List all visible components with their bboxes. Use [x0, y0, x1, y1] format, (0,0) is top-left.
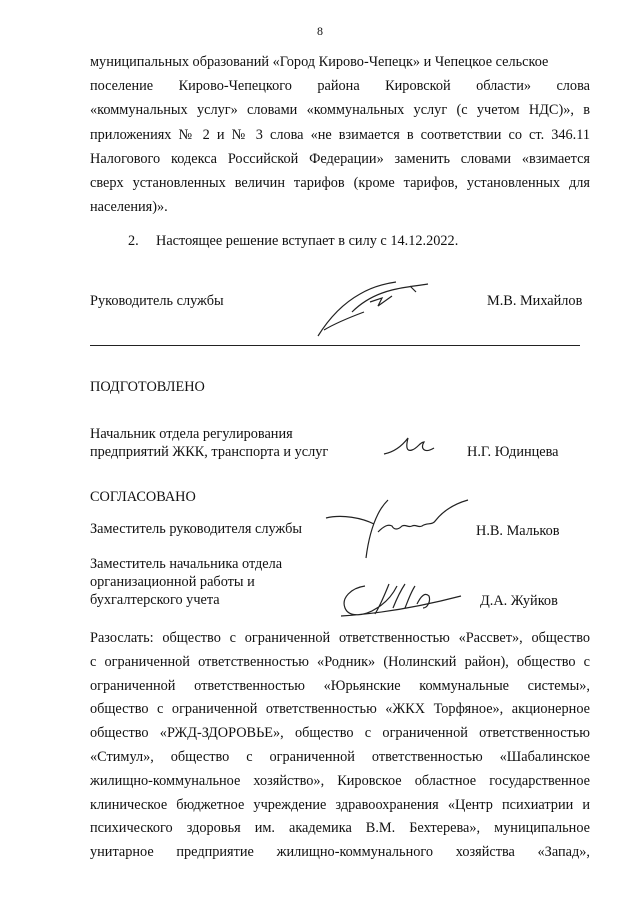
divider: [90, 345, 580, 346]
item-text: Настоящее решение вступает в силу с 14.12.2022.: [156, 233, 459, 249]
distribution-line: с ограниченной ответственностью «Родник» (Нолинский район), общество с: [90, 653, 590, 670]
prepared-position-line2: предприятий ЖКК, транспорта и услуг: [90, 444, 329, 460]
paragraph-line: сверх установленных величин тарифов (кроме тарифов, установленных для: [90, 175, 590, 192]
deputy-head-name: Н.В. Мальков: [476, 523, 560, 539]
page-number: 8: [317, 24, 323, 38]
paragraph-line: «коммунальных услуг» словами «коммунальных услуг (с учетом НДС)», в: [90, 102, 590, 119]
signature-mikhailov: [300, 272, 450, 342]
item-number: 2.: [128, 233, 139, 249]
deputy-dept-line3: бухгалтерского учета: [90, 592, 220, 608]
paragraph-line: населения)».: [90, 199, 168, 216]
paragraph-line: Налогового кодекса Российской Федерации» заменить словами «взимается: [90, 150, 590, 167]
distribution-line: психического здоровья им. академика В.М. Бехтерева», муниципальное: [90, 820, 590, 837]
distribution-line: унитарное предприятие жилищно-коммунального хозяйства «Запад»,: [90, 844, 590, 861]
head-name: М.В. Михайлов: [487, 293, 583, 309]
head-title: Руководитель службы: [90, 293, 224, 309]
distribution-line: ограниченной ответственностью «Юрьянские коммунальные системы»,: [90, 677, 590, 694]
deputy-dept-line1: Заместитель начальника отдела: [90, 556, 283, 572]
deputy-dept-line2: организационной работы и: [90, 574, 255, 590]
distribution-list: [90, 627, 590, 865]
paragraph-line: поселение Кирово-Чепецкого района Кировской области» слова: [90, 78, 590, 95]
distribution-line: клиническое бюджетное учреждение здравоохранения «Центр психиатрии и: [90, 796, 590, 813]
deputy-head-title: Заместитель руководителя службы: [90, 521, 303, 537]
distribution-line: общество с ограниченной ответственностью «ЖКХ Торфяное», акционерное: [90, 701, 590, 718]
prepared-position-line1: Начальник отдела регулирования: [90, 426, 293, 442]
deputy-dept-name: Д.А. Жуйков: [480, 593, 558, 609]
distribution-line: общество «РЖД-ЗДОРОВЬЕ», общество с ограниченной ответственностью: [90, 725, 590, 742]
prepared-heading: ПОДГОТОВЛЕНО: [90, 379, 205, 395]
distribution-line: Разослать: общество с ограниченной ответственностью «Рассвет», общество: [90, 630, 590, 646]
signature-malkov: [322, 496, 482, 566]
prepared-name: Н.Г. Юдинцева: [467, 444, 559, 460]
distribution-line: жилищно-коммунальное хозяйство», Кировское областное государственное: [90, 772, 590, 789]
amendment-paragraph: [90, 50, 590, 219]
item-2: [128, 229, 458, 253]
distribution-line: «Стимул», общество с ограниченной ответственностью «Шабалинское: [90, 748, 590, 765]
signature-zhuikov: [335, 574, 475, 624]
paragraph-line: приложениях № 2 и № 3 слова «не взимается в соответствии со ст. 346.11: [90, 126, 590, 143]
agreed-heading: СОГЛАСОВАНО: [90, 489, 196, 505]
paragraph-line: муниципальных образований «Город Кирово-Чепецк» и Чепецкое сельское: [90, 54, 549, 70]
signature-yudintseva: [380, 432, 440, 462]
